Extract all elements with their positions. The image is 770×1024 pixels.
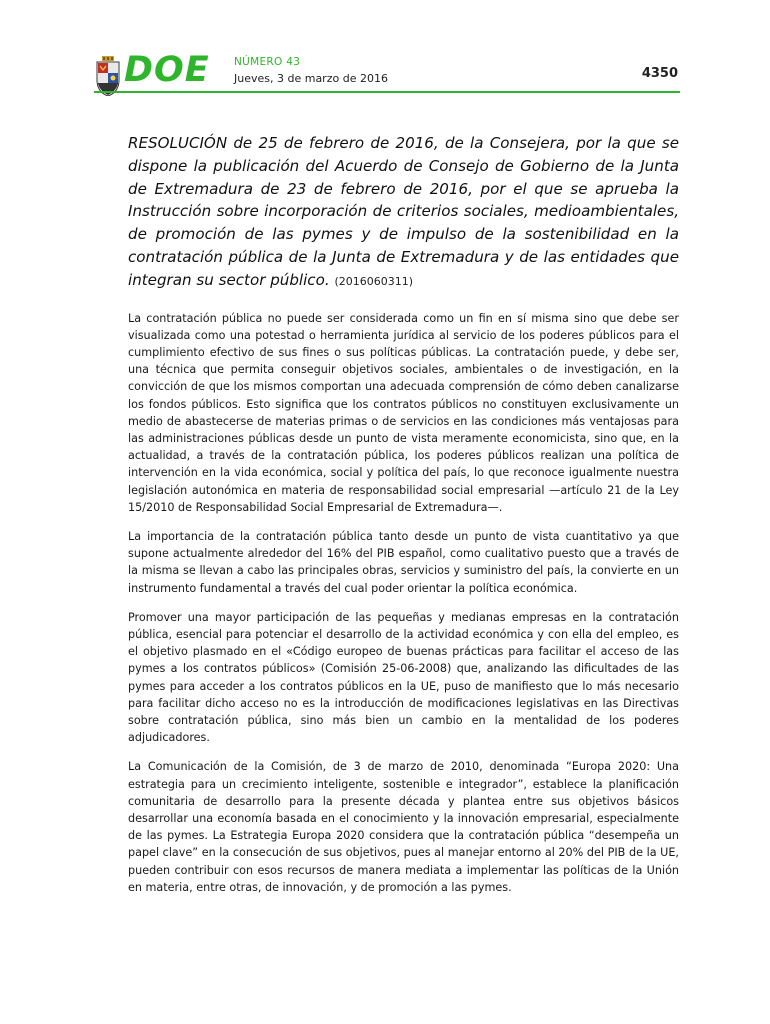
paragraph-4: La Comunicación de la Comisión, de 3 de marzo de 2010, denominada “Europa 2020: Una estrategia para un crecimiento inteligente, sostenible e integrador”, establece la planificación comunitaria de desarrollo para la presente década y plantea entre sus objetivos básicos desarrollar una economía basada en el conocimiento y la innovación empresarial, especialmente de las pymes. La Estrategia Europa 2020 considera que la contratación pública “desempeña un papel clave” en la consecución de sus objetivos, pues al manejar entorno al 20% del PIB de la UE, pueden contribuir con esos recursos de manera mediata a implementar las políticas de la Unión en materia, entre otras, de innovación, y de promoción a las pymes. bbox=[128, 760, 679, 894]
paragraph-3: Promover una mayor participación de las pequeñas y medianas empresas en la contratación pública, esencial para potenciar el desarrollo de la actividad económica y con ella del empleo, es el objetivo plasmado en el «Código europeo de buenas prácticas para facilitar el acceso de las pymes a los contratos públicos» (Comisión 25-06-2008) que, analizando las dificultades de las pymes para acceder a los contratos públicos en la UE, puso de manifiesto que lo más necesario para facilitar dicho acceso no es la introducción de modificaciones legislativas en las Directivas sobre contratación pública, sino más bien un cambio en la mentalidad de los poderes adjudicadores. bbox=[128, 610, 679, 745]
issue-number: NÚMERO 43 bbox=[234, 56, 301, 68]
resolution-title bbox=[128, 132, 679, 294]
paragraph-2: La importancia de la contratación pública tanto desde un punto de vista cuantitativo ya que supone actualmente alrededor del 16% del PIB español, como cualitativo puesto que a través de la misma se llevan a cabo las principales obras, servicios y suministro del país, la convierte en un instrumento fundamental a través del cual poder orientar la política económica. bbox=[128, 530, 679, 595]
document-body bbox=[128, 132, 679, 908]
page-number: 4350 bbox=[641, 66, 678, 81]
issue-date: Jueves, 3 de marzo de 2016 bbox=[234, 72, 388, 85]
page-header bbox=[94, 50, 680, 94]
header-divider bbox=[94, 91, 680, 93]
resolution-code: (2016060311) bbox=[334, 274, 414, 288]
paragraph-1: La contratación pública no puede ser considerada como un fin en sí misma sino que debe ser visualizada como una potestad o herramienta jurídica al servicio de los poderes públicos para el cumplimiento efectivo de sus fines o sus políticas públicas. La contratación puede, y debe ser, una técnica que permita conseguir objetivos sociales, ambientales o de investigación, en la convicción de que los mismos comportan una adecuada comprensión de cómo deben canalizarse los fondos públicos. Esto significa que los contratos públicos no constituyen exclusivamente un medio de abastecerse de materias primas o de servicios en las condiciones más ventajosas para las administraciones públicas desde un punto de vista meramente economicista, sino que, en la actualidad, a través de la contratación pública, los poderes públicos realizan una política de intervención en la vida económica, social y política del país, lo que reconoce igualmente nuestra legislación autonómica en materia de responsabilidad social empresarial —artículo 21 de la Ley 15/2010 de Responsabilidad Social Empresarial de Extremadura—. bbox=[128, 311, 679, 514]
doe-logo: DOE bbox=[124, 50, 210, 90]
resolution-title-text: RESOLUCIÓN de 25 de febrero de 2016, de la Consejera, por la que se dispone la publicación del Acuerdo de Consejo de Gobierno de la Junta de Extremadura de 23 de febrero de 2016, por el que se aprueba la Instrucción sobre incorporación de criterios sociales, medioambientales, de promoción de las pymes y de impulso de la sostenibilidad en la contratación pública de la Junta de Extremadura y de las entidades que integran su sector público. bbox=[128, 134, 679, 289]
coat-of-arms-icon bbox=[94, 56, 122, 96]
